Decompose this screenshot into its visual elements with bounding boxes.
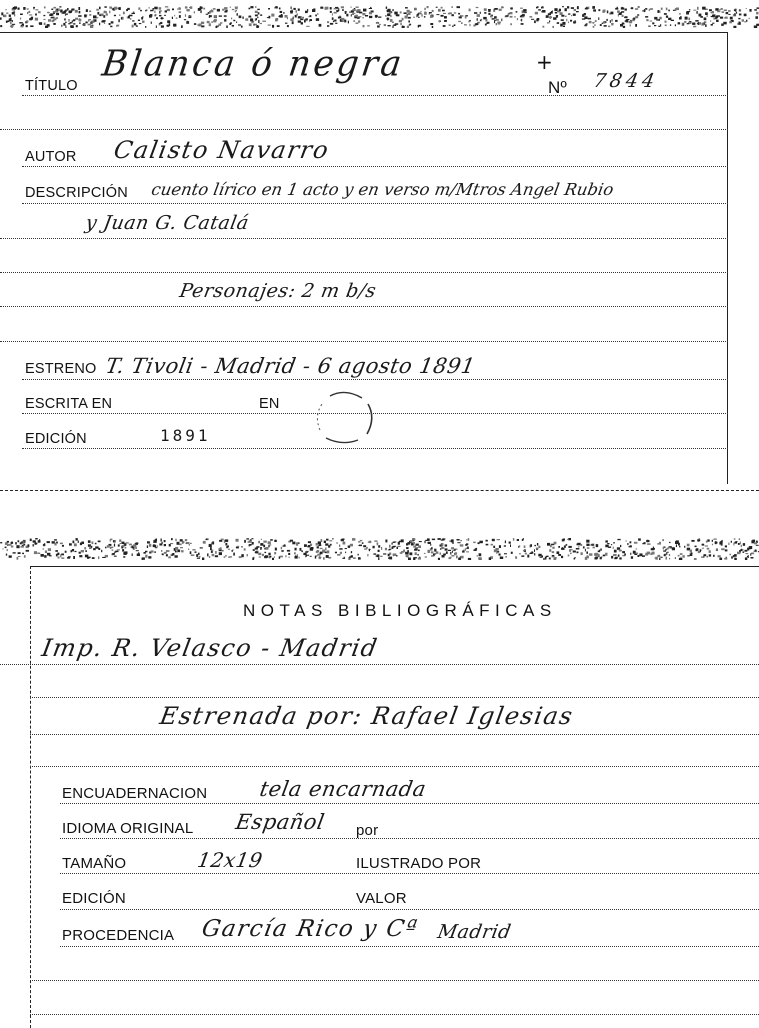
rule-blank-1 — [0, 129, 728, 130]
number-cross: + — [536, 50, 553, 74]
rule-note-2 — [30, 697, 759, 698]
card-bottom-edge — [0, 490, 759, 491]
ilustrado-label: ILUSTRADO POR — [356, 855, 482, 872]
rule-encuadernacion — [60, 803, 759, 804]
note-line-2: Estrenada por: Rafael Iglesias — [157, 702, 576, 730]
en-label: EN — [259, 396, 280, 412]
card2-left-edge — [30, 566, 31, 1028]
estreno-value: T. Tivoli - Madrid - 6 agosto 1891 — [103, 354, 478, 378]
escrita-en-label: ESCRITA EN — [25, 396, 113, 412]
edicion-label: EDICIÓN — [25, 431, 87, 447]
scan-noise-middle — [0, 538, 759, 560]
number-label: Nº — [548, 78, 567, 97]
edicion2-label: EDICIÓN — [62, 890, 126, 907]
rule-blank-4 — [30, 980, 759, 981]
notas-heading: NOTAS BIBLIOGRÁFICAS — [243, 601, 557, 620]
rule-edicion2 — [60, 909, 759, 910]
tamano-label: TAMAÑO — [62, 855, 127, 872]
card2-top-edge — [30, 566, 759, 567]
rule-tamano — [60, 873, 759, 874]
scan-noise-top — [0, 6, 759, 28]
estreno-label: ESTRENO — [25, 361, 97, 377]
rule-blank-5 — [30, 1014, 759, 1015]
number-value: 7844 — [591, 70, 661, 92]
rule-autor — [22, 166, 728, 167]
rule-estreno — [22, 379, 728, 380]
autor-label: AUTOR — [25, 149, 77, 165]
edicion-value: 1891 — [160, 426, 211, 445]
procedencia-city: Madrid — [435, 921, 513, 943]
rule-blank-3 — [0, 341, 728, 342]
descripcion-line-1: cuento lírico en 1 acto y en verso m/Mtros Angel Rubio — [149, 180, 616, 199]
personajes-note: Personajes: 2 m b/s — [177, 280, 379, 302]
ink-stamp-circle — [312, 390, 378, 446]
procedencia-value: García Rico y Cª — [199, 916, 421, 942]
rule-note-4 — [30, 766, 759, 767]
valor-label: VALOR — [356, 890, 407, 907]
procedencia-label: PROCEDENCIA — [62, 927, 175, 944]
rule-procedencia — [60, 946, 759, 947]
rule-titulo — [22, 95, 728, 96]
descripcion-label: DESCRIPCIÓN — [25, 185, 128, 201]
rule-note-3 — [30, 734, 759, 735]
note-line-1: Imp. R. Velasco - Madrid — [39, 634, 381, 662]
rule-edicion — [22, 448, 728, 449]
autor-value: Calisto Navarro — [111, 136, 332, 164]
rule-blank-2 — [0, 272, 728, 273]
rule-desc-2 — [0, 238, 728, 239]
card-top-edge — [0, 32, 728, 33]
rule-descripcion — [22, 203, 728, 204]
rule-idioma — [60, 838, 759, 839]
encuadernacion-label: ENCUADERNACION — [62, 785, 208, 802]
titulo-label: TÍTULO — [25, 78, 78, 94]
rule-personajes — [0, 306, 728, 307]
por-label: por — [356, 822, 379, 839]
idioma-value: Español — [233, 810, 327, 834]
encuadernacion-value: tela encarnada — [257, 777, 429, 801]
descripcion-line-2: y Juan G. Catalá — [83, 212, 251, 234]
titulo-value: Blanca ó negra — [99, 43, 407, 86]
rule-note-1 — [0, 664, 759, 665]
idioma-label: IDIOMA ORIGINAL — [62, 820, 194, 837]
card-right-edge — [727, 32, 728, 484]
tamano-value: 12x19 — [195, 848, 265, 872]
